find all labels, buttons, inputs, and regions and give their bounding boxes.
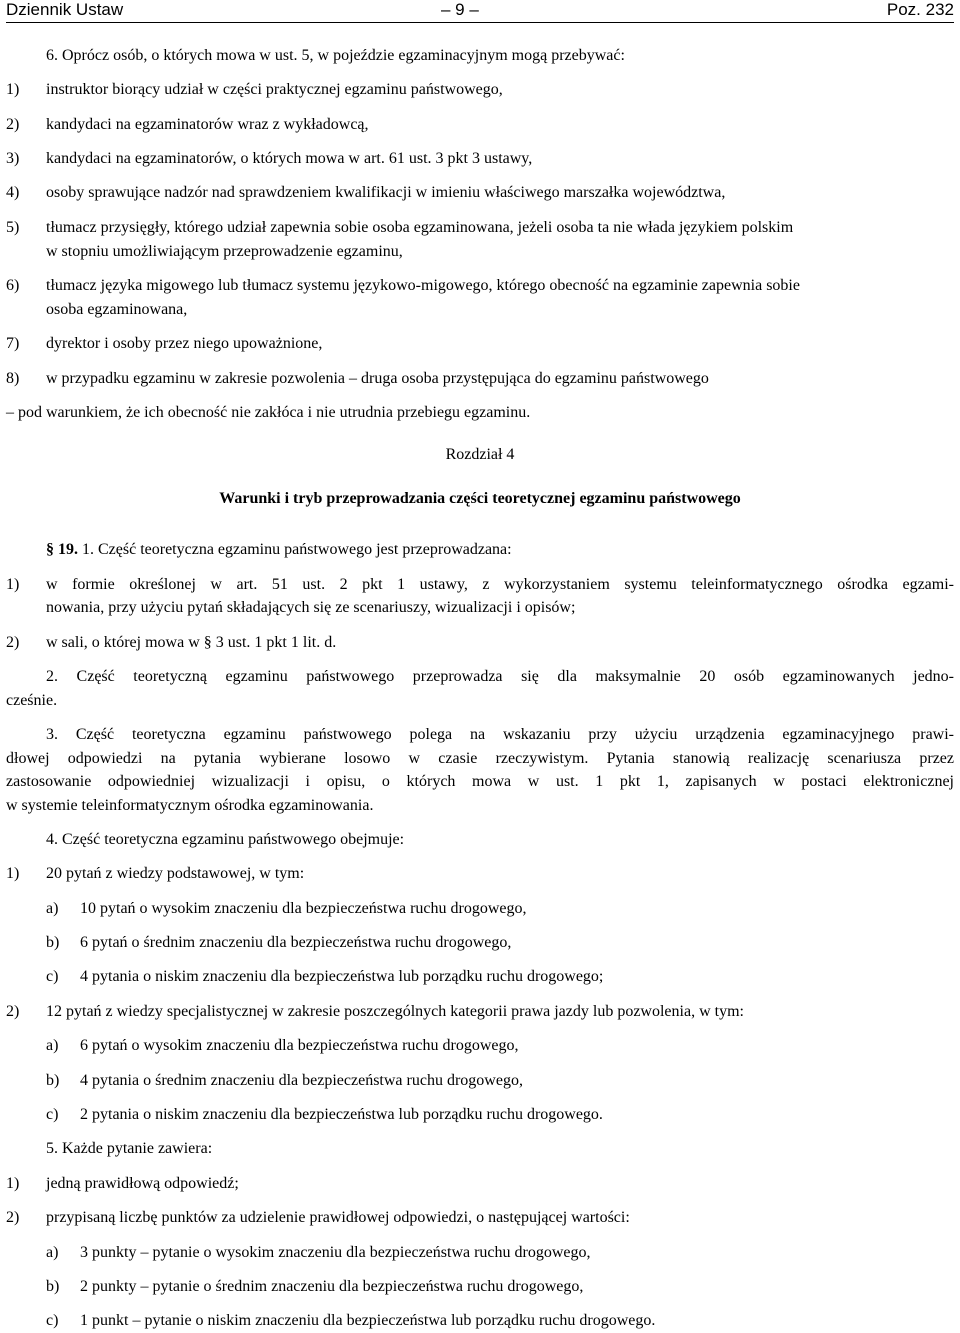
sub-item-letter: b): [46, 1072, 60, 1089]
paragraph-3-continued: w systemie teleinformatycznym ośrodka egzaminowania.: [6, 797, 374, 814]
paragraph-6-intro: 6. Oprócz osób, o których mowa w ust. 5, w pojeździe egzaminacyjnym mogą przebywać:: [46, 47, 625, 64]
list-item-number: 2): [6, 116, 20, 133]
sub-item-text: 1 punkt – pytanie o niskim znaczeniu dla bezpieczeństwa lub porządku ruchu drogowego.: [80, 1312, 656, 1329]
list-item-text: kandydaci na egzaminatorów, o których mowa w art. 61 ust. 3 pkt 3 ustawy,: [46, 150, 533, 167]
list-item-text: dyrektor i osoby przez niego upoważnione,: [46, 335, 323, 352]
list-item-text: osoby sprawujące nadzór nad sprawdzeniem kwalifikacji w imieniu właściwego marszałka województwa,: [46, 184, 726, 201]
section-19-intro: [46, 540, 512, 560]
sub-item-text: 10 pytań o wysokim znaczeniu dla bezpieczeństwa ruchu drogowego,: [80, 900, 527, 917]
chapter-heading: Rozdział 4: [445, 446, 515, 463]
list-item-number: 1): [6, 576, 20, 593]
sub-item-text: 3 punkty – pytanie o wysokim znaczeniu dla bezpieczeństwa ruchu drogowego,: [80, 1244, 591, 1261]
list-item-number: 1): [6, 81, 20, 98]
list-item-number: 3): [6, 150, 20, 167]
list-item-text: tłumacz przysięgły, którego udział zapewnia sobie osoba egzaminowana, jeżeli osoba ta nie włada językiem polskim: [46, 219, 794, 236]
list-item-text: 12 pytań z wiedzy specjalistycznej w zakresie poszczególnych kategorii prawa jazdy lub pozwolenia, w tym:: [46, 1003, 744, 1020]
list-item-number: 4): [6, 184, 20, 201]
list-item-text: kandydaci na egzaminatorów wraz z wykładowcą,: [46, 116, 369, 133]
page-number: – 9 –: [441, 0, 479, 19]
list-item-number: 7): [6, 335, 20, 352]
section-mark: § 19.: [46, 541, 78, 558]
list-item-number: 1): [6, 1175, 20, 1192]
list-item-text: w formie określonej w art. 51 ust. 2 pkt 1 ustawy, z wykorzystaniem systemu teleinformatycznego ośrodka egzami-: [46, 576, 954, 593]
paragraph-5-intro: 5. Każde pytanie zawiera:: [46, 1140, 213, 1157]
paragraph-4-intro: 4. Część teoretyczna egzaminu państwowego obejmuje:: [46, 831, 405, 848]
list-item-number: 5): [6, 219, 20, 236]
list-item-text: 20 pytań z wiedzy podstawowej, w tym:: [46, 865, 305, 882]
list-item-text-continued: osoba egzaminowana,: [46, 301, 188, 318]
section-19-paragraph-1: 1. Część teoretyczna egzaminu państwowego jest przeprowadzana:: [82, 541, 512, 558]
sub-item-letter: c): [46, 1106, 59, 1123]
closing-clause: – pod warunkiem, że ich obecność nie zakłóca i nie utrudnia przebiegu egzaminu.: [6, 404, 531, 421]
page-header: [6, 0, 954, 23]
list-item-text: jedną prawidłową odpowiedź;: [46, 1175, 239, 1192]
list-item-text-continued: w stopniu umożliwiającym przeprowadzenie egzaminu,: [46, 243, 403, 260]
paragraph-2-continued: cześnie.: [6, 692, 58, 709]
list-item-text: tłumacz języka migowego lub tłumacz systemu językowo-migowego, którego obecność na egzaminie zapewnia sobie: [46, 277, 800, 294]
sub-item-letter: b): [46, 1278, 60, 1295]
paragraph-3-continued: dłowej odpowiedzi na pytania wybierane losowo w czasie rzeczywistym. Pytania stanowią realizację scenariusza przez: [6, 750, 954, 767]
sub-item-letter: c): [46, 968, 59, 985]
sub-item-letter: a): [46, 1037, 59, 1054]
chapter-title: Warunki i tryb przeprowadzania części teoretycznej egzaminu państwowego: [219, 490, 741, 507]
sub-item-text: 2 pytania o niskim znaczeniu dla bezpieczeństwa lub porządku ruchu drogowego.: [80, 1106, 603, 1123]
sub-item-letter: c): [46, 1312, 59, 1329]
sub-item-text: 4 pytania o średnim znaczeniu dla bezpieczeństwa ruchu drogowego,: [80, 1072, 523, 1089]
sub-item-text: 6 pytań o wysokim znaczeniu dla bezpieczeństwa ruchu drogowego,: [80, 1037, 519, 1054]
list-item-number: 2): [6, 1003, 20, 1020]
sub-item-letter: a): [46, 900, 59, 917]
list-item-number: 6): [6, 277, 20, 294]
list-item-text-continued: nowania, przy użyciu pytań składających się ze scenariuszy, wizualizacji i opisów;: [46, 599, 576, 616]
sub-item-text: 4 pytania o niskim znaczeniu dla bezpieczeństwa lub porządku ruchu drogowego;: [80, 968, 604, 985]
list-item-text: przypisaną liczbę punktów za udzielenie prawidłowej odpowiedzi, o następującej wartości:: [46, 1209, 630, 1226]
journal-title: Dziennik Ustaw: [6, 0, 124, 19]
list-item-text: w przypadku egzaminu w zakresie pozwolenia – druga osoba przystępująca do egzaminu państwowego: [46, 370, 709, 387]
list-item-number: 1): [6, 865, 20, 882]
list-item-text: instruktor biorący udział w części praktycznej egzaminu państwowego,: [46, 81, 503, 98]
position-number: Poz. 232: [886, 0, 954, 19]
paragraph-3: 3. Część teoretyczna egzaminu państwowego polega na wskazaniu przy użyciu urządzenia egzaminacyjnego prawi-: [46, 726, 954, 743]
paragraph-2: 2. Część teoretyczną egzaminu państwowego przeprowadza się dla maksymalnie 20 osób egzaminowanych jedno-: [46, 668, 954, 685]
list-item-number: 8): [6, 370, 20, 387]
sub-item-text: 6 pytań o średnim znaczeniu dla bezpieczeństwa ruchu drogowego,: [80, 934, 512, 951]
sub-item-letter: b): [46, 934, 60, 951]
list-item-number: 2): [6, 634, 20, 651]
list-item-number: 2): [6, 1209, 20, 1226]
paragraph-3-continued: zastosowanie odpowiedniej wizualizacji i opisu, o których mowa w ust. 1 pkt 1, zapisanych w postaci elektronicznej: [6, 773, 954, 790]
sub-item-letter: a): [46, 1244, 59, 1261]
sub-item-text: 2 punkty – pytanie o średnim znaczeniu dla bezpieczeństwa ruchu drogowego,: [80, 1278, 584, 1295]
list-item-text: w sali, o której mowa w § 3 ust. 1 pkt 1 lit. d.: [46, 634, 337, 651]
